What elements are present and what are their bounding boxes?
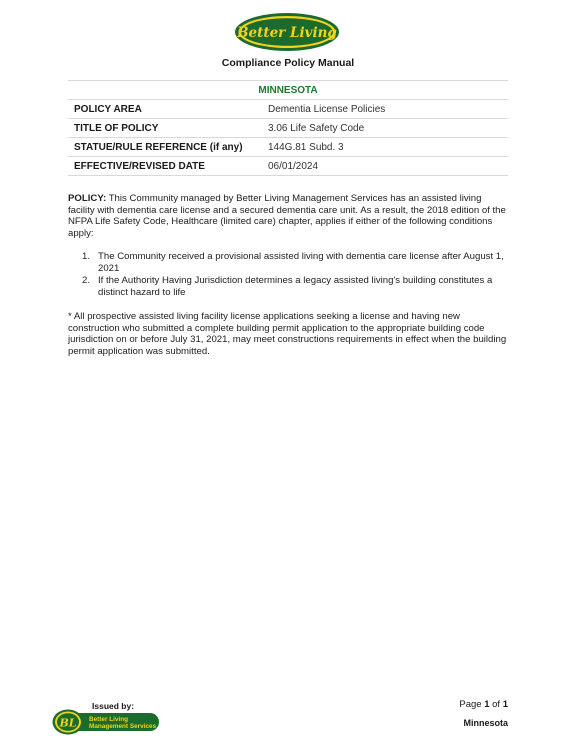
list-number: 2. [81, 275, 90, 287]
table-row [68, 100, 508, 119]
row-label: POLICY AREA [68, 100, 262, 119]
table-row [68, 157, 508, 176]
row-value: Dementia License Policies [262, 100, 508, 119]
list-item [68, 251, 510, 274]
row-value: 06/01/2024 [262, 157, 508, 176]
page-number [459, 699, 508, 710]
logo-text: Better Living [237, 25, 337, 41]
conditions-list [68, 251, 510, 299]
logo-line2: Management Services [89, 723, 157, 730]
footnote-paragraph: * All prospective assisted living facility license applications seeking a license and having new construction who submitted a complete building permit application to the appropriate building code jurisdiction on or before July 31, 2021, may meet constructions requirements in effect when the building permit application was submitted. [68, 311, 507, 357]
list-text: If the Authority Having Jurisdiction determines a legacy assisted living's building constitutes a distinct hazard to life [98, 275, 493, 298]
state-row [68, 81, 508, 100]
page-total: 1 [502, 699, 508, 710]
footer-state: Minnesota [463, 718, 508, 728]
page-current: 1 [484, 699, 490, 710]
page-of: of [489, 699, 503, 710]
table-row [68, 138, 508, 157]
list-text: The Community received a provisional assisted living with dementia care license after August 1, 2021 [98, 251, 504, 274]
policy-paragraph [68, 193, 510, 239]
manual-title: Compliance Policy Manual [221, 57, 355, 69]
table-row [68, 119, 508, 138]
logo-monogram: BL [59, 716, 77, 730]
state-heading: MINNESOTA [68, 81, 508, 100]
page-prefix: Page [459, 699, 485, 710]
row-label: EFFECTIVE/REVISED DATE [68, 157, 262, 176]
better-living-logo [234, 12, 340, 52]
policy-text: This Community managed by Better Living Management Services has an assisted living facility with dementia care license and a secured dementia care unit. As a result, the 2018 edition of the NFPA Life Safety Code, Healthcare (limited care) chapter, applies if either of the following conditions apply: [68, 193, 506, 239]
footer-logo [52, 709, 160, 735]
row-value: 144G.81 Subd. 3 [262, 138, 508, 157]
policy-info-table [68, 80, 508, 176]
issued-by-label: Issued by: [92, 701, 135, 711]
list-item [68, 275, 510, 298]
policy-label: POLICY: [68, 193, 107, 204]
row-label: TITLE OF POLICY [68, 119, 262, 138]
row-value: 3.06 Life Safety Code [262, 119, 508, 138]
list-number: 1. [81, 251, 90, 262]
logo-line1: Better Living [89, 716, 129, 723]
row-label: STATUE/RULE REFERENCE (if any) [68, 138, 262, 157]
